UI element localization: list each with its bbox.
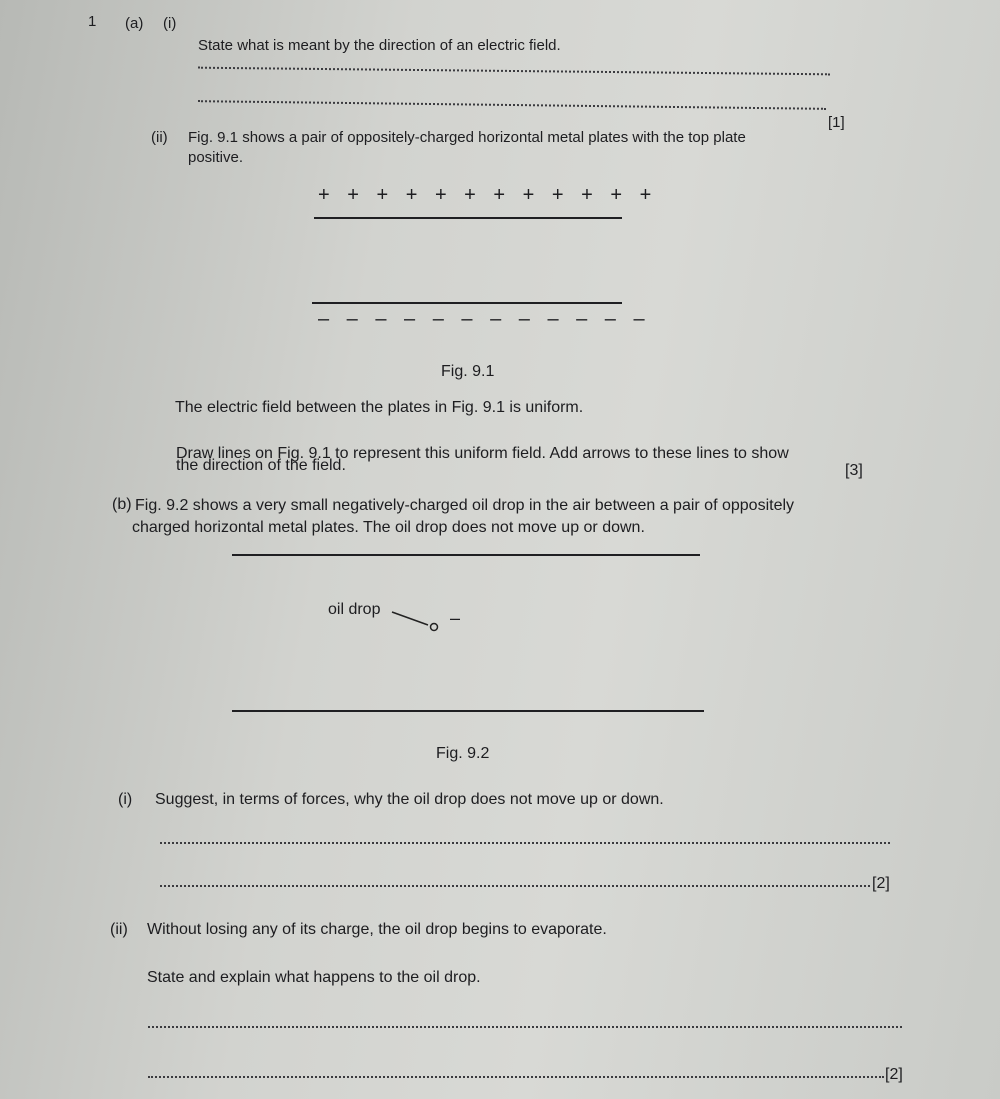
bottom-plate	[312, 302, 622, 304]
part-a-ii-label: (ii)	[151, 129, 168, 146]
answer-line-b-ii-2[interactable]	[148, 1076, 884, 1078]
uniform-statement: The electric field between the plates in Fig. 9.1 is uniform.	[175, 399, 584, 416]
oil-drop-label: oil drop	[328, 601, 381, 618]
fig-9-2-caption: Fig. 9.2	[436, 745, 490, 762]
part-a-ii-line1: Fig. 9.1 shows a pair of oppositely-charged horizontal metal plates with the top plate	[188, 129, 746, 146]
oil-drop-pointer	[392, 612, 428, 625]
draw-instruction-line1: Draw lines on Fig. 9.1 to represent this uniform field. Add arrows to these lines to show	[176, 445, 789, 462]
marks-b-i: [2]	[872, 875, 890, 892]
answer-line-a-i-1[interactable]	[198, 67, 830, 76]
upper-plate-fig-9-2	[232, 554, 700, 556]
fig-9-1-caption: Fig. 9.1	[441, 363, 495, 380]
part-a-ii-line2: positive.	[188, 149, 244, 166]
part-b-i-question: Suggest, in terms of forces, why the oil drop does not move up or down.	[155, 791, 664, 808]
oil-drop	[431, 624, 438, 631]
lower-plate-fig-9-2	[232, 710, 704, 712]
part-b-line1: Fig. 9.2 shows a very small negatively-charged oil drop in the air between a pair of oppositely	[135, 497, 795, 514]
question-number: 1	[88, 13, 97, 30]
marks-b-ii: [2]	[885, 1066, 903, 1083]
negative-charges: – – – – – – – – – – – –	[318, 308, 651, 330]
draw-instruction-line2: the direction of the field.	[176, 457, 346, 474]
part-b-i-label: (i)	[118, 791, 133, 808]
part-b-label: (b)	[112, 496, 132, 513]
part-a-label: (a)	[125, 15, 144, 32]
marks-a-i: [1]	[828, 114, 845, 131]
positive-charges: + + + + + + + + + + + +	[318, 184, 658, 206]
part-b-ii-label: (ii)	[110, 921, 128, 938]
oil-drop-charge: –	[450, 608, 461, 628]
answer-line-b-ii-1[interactable]	[148, 1026, 902, 1028]
marks-a-ii: [3]	[845, 462, 863, 479]
part-a-i-label: (i)	[163, 15, 177, 32]
answer-line-b-i-1[interactable]	[160, 842, 890, 844]
part-b-ii-text2: State and explain what happens to the oil drop.	[147, 969, 481, 986]
answer-line-a-i-2[interactable]	[198, 100, 826, 110]
answer-line-b-i-2[interactable]	[160, 885, 870, 887]
part-b-ii-text1: Without losing any of its charge, the oil drop begins to evaporate.	[147, 921, 607, 938]
top-plate	[314, 217, 622, 219]
part-a-i-question: State what is meant by the direction of an electric field.	[198, 37, 561, 54]
part-b-line2: charged horizontal metal plates. The oil drop does not move up or down.	[132, 519, 645, 536]
